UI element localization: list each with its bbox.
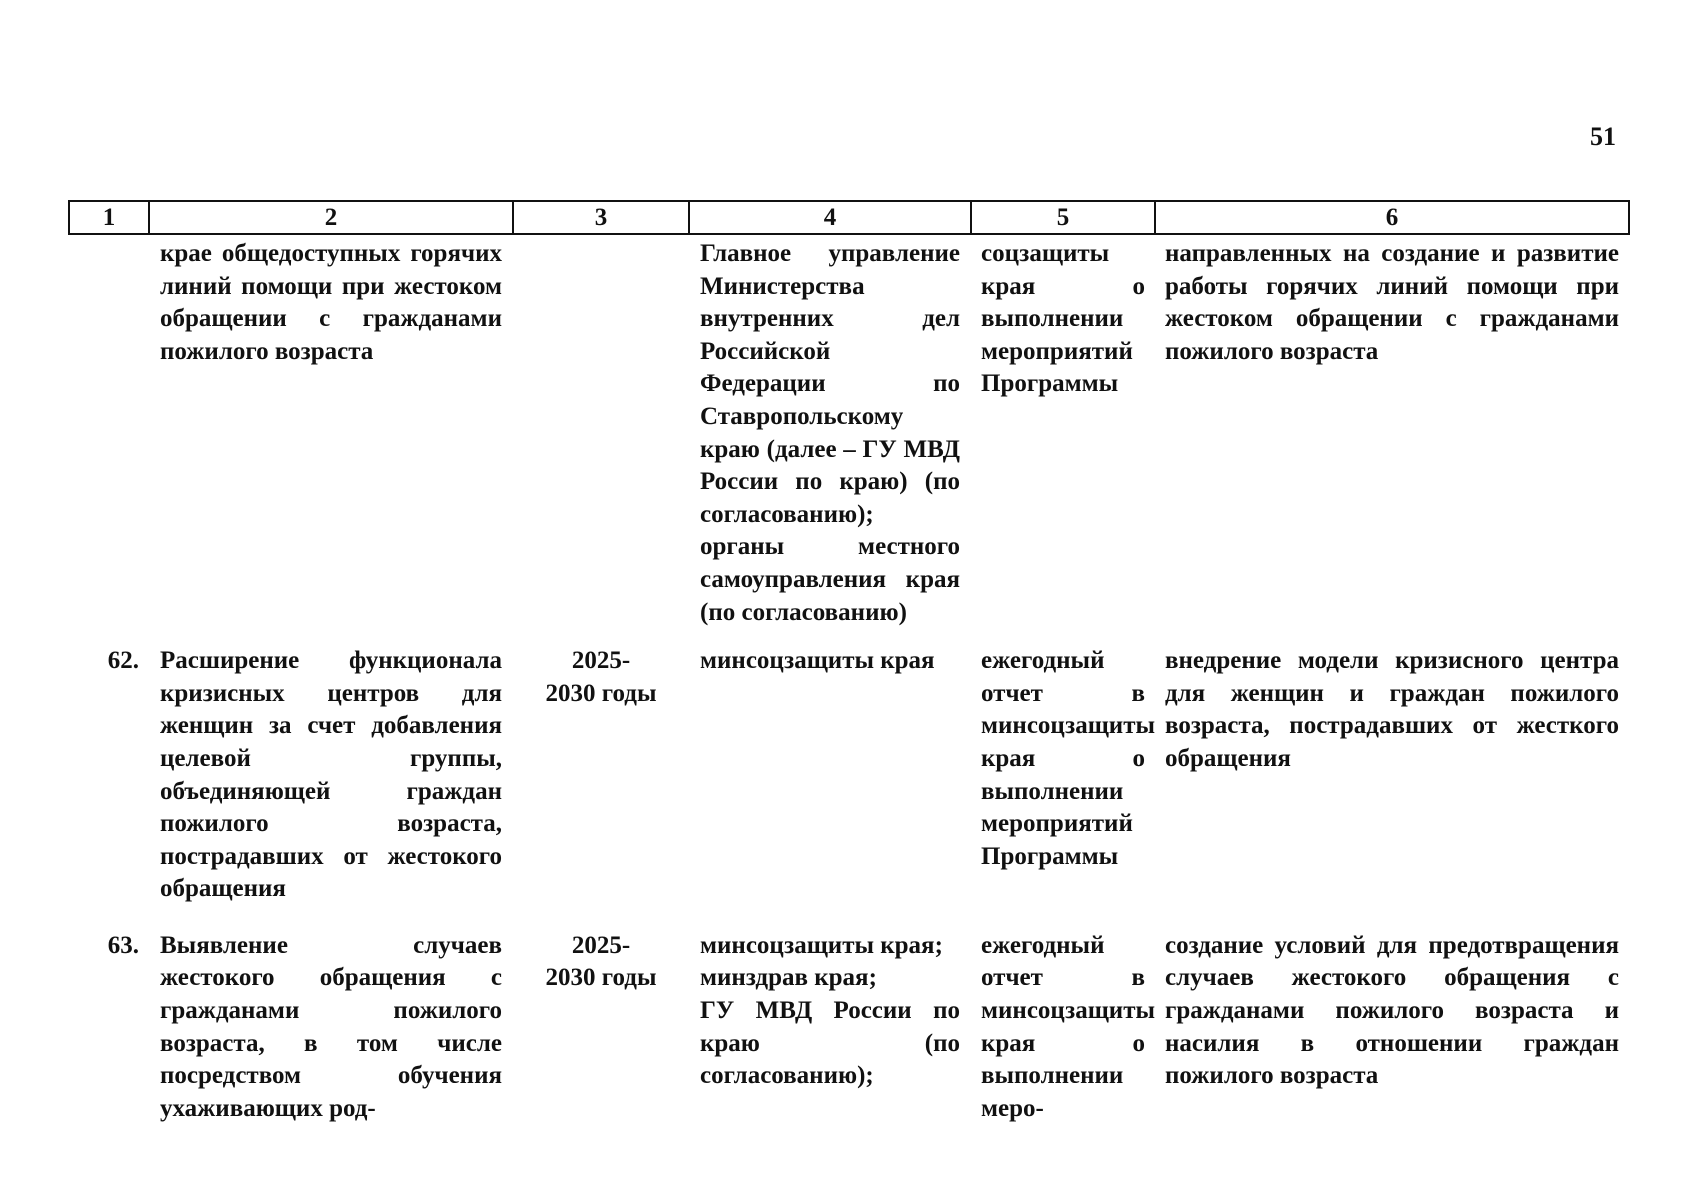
column-header-5: 5 [971, 201, 1155, 234]
page-number: 51 [1590, 122, 1616, 151]
period-cell: 2025- 2030 годы [545, 647, 657, 707]
program-measures-table [68, 200, 1630, 1125]
table-row [69, 645, 1629, 930]
measure-cell: Выявление случаев жестокого обращения с гражданами пожилого возраста, в том числе посредством обучения ухаживающих род- [160, 931, 502, 1122]
column-header-4: 4 [689, 201, 971, 234]
result-cell: создание условий для предотвращения случаев жестокого обращения с гражданами пожилого возраста и насилия в отношении граждан пожилого возраста [1165, 931, 1619, 1090]
executors-cell: Главное управление Министерства внутренних дел Российской Федерации по Ставропольскому краю (далее – ГУ МВД России по краю) (по согласованию); органы местного самоуправления края (по согласованию) [700, 240, 960, 626]
control-cell: ежегодный отчет в минсоцзащиты края о выполнении меро- [981, 931, 1155, 1122]
control-cell: соцзащиты края о выполнении мероприятий Программы [981, 240, 1145, 398]
executors-cell: минсоцзащиты края [700, 647, 935, 675]
column-header-6: 6 [1155, 201, 1629, 234]
control-cell: ежегодный отчет в минсоцзащиты края о выполнении мероприятий Программы [981, 647, 1155, 870]
period-cell: 2025- 2030 годы [545, 931, 657, 992]
column-header-3: 3 [513, 201, 689, 234]
row-number [69, 234, 149, 645]
period-cell [513, 234, 689, 645]
table-row [69, 930, 1629, 1126]
executors-cell: минсоцзащиты края; минздрав края; ГУ МВД России по краю (по согласованию); [700, 931, 960, 1090]
row-number: 62. [107, 647, 139, 675]
column-header-2: 2 [149, 201, 513, 234]
measure-cell: Расширение функционала кризисных центров для женщин за счет добавления целевой группы, объединяющей граждан пожилого возраста, пострадавших от жестокого обращения [160, 647, 502, 903]
result-cell: направленных на создание и развитие работы горячих линий помощи при жестоком обращении с гражданами пожилого возраста [1165, 240, 1619, 365]
result-cell: внедрение модели кризисного центра для женщин и граждан пожилого возраста, пострадавших от жесткого обращения [1165, 647, 1619, 772]
table-row [69, 234, 1629, 645]
measure-cell: крае общедоступных горячих линий помощи при жестоком обращении с гражданами пожилого возраста [160, 240, 502, 365]
table-header-row [69, 201, 1629, 234]
row-number: 63. [107, 931, 139, 959]
column-header-1: 1 [69, 201, 149, 234]
